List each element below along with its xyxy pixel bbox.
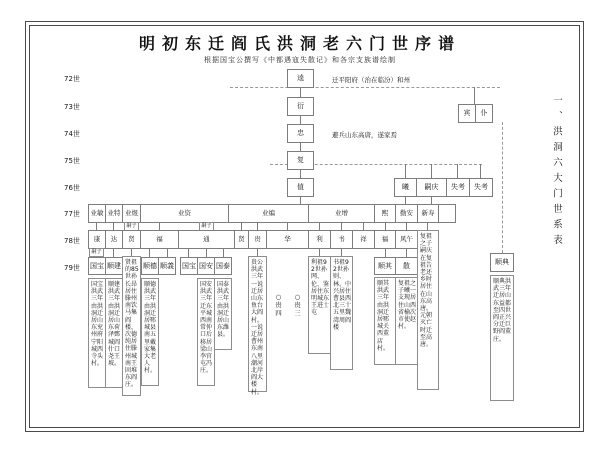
tick-siqing-up <box>431 164 432 178</box>
dashed-line-binpu-down <box>502 122 503 253</box>
gen79-guotai: 国泰 <box>214 257 232 275</box>
gen78-cell: 书 <box>330 230 353 249</box>
dashed-line-gen72 <box>230 87 500 88</box>
side-vertical-label: 一、洪洞六大门世系表 <box>551 95 562 250</box>
gen79-shunqi: 顺其 <box>374 257 396 275</box>
text-shunjian: 顺建洪武三年由洪洞迁居山东荷泽鄄城阎什口尧王坡。 <box>105 278 123 388</box>
tick <box>96 222 97 230</box>
text-xianzu: 贤祖的85世孙长昂居住滕州南饮马集阎楼，次德纯居住滕州城南王固堆东阎庄。 <box>122 256 141 396</box>
gen77-cell: 业敏 <box>88 204 106 223</box>
gen78-cell: 通 <box>178 230 235 249</box>
gen-label-76: 76世 <box>64 184 80 192</box>
gen79-san: 散 <box>395 257 418 275</box>
branch73-conn <box>474 87 475 104</box>
gen78-cell: 祥 <box>352 230 375 249</box>
tick <box>188 248 189 257</box>
gen79-guobao2: 国宝 <box>180 257 198 275</box>
ancestor-gen75: 复 <box>287 151 314 170</box>
tick <box>287 222 288 230</box>
text-san: 复祖之子曦一支现居住山西省榆次市使赵村。 <box>395 277 418 365</box>
tick <box>167 248 168 257</box>
gen77-cell: 勤安 <box>395 204 418 223</box>
gen77-cell: 熙 <box>374 204 396 223</box>
gen76-xi: 曦 <box>394 178 417 197</box>
tick <box>149 248 150 257</box>
gen78-cell: 贤 <box>122 230 141 249</box>
tick-shikao2-up <box>480 164 481 178</box>
chain-conn-73-74 <box>300 115 301 124</box>
tick <box>406 248 407 257</box>
gen-label-72: 72世 <box>64 75 80 83</box>
gen78-cell: 风午 <box>395 230 418 249</box>
heir-mark: 嗣子 <box>89 248 104 257</box>
gen77-cell: 业特 <box>105 204 123 223</box>
ancestor-gen74: 忠 <box>287 124 314 143</box>
page-subtitle: 根据国宝公撰写《中都遇寇失散记》和各宗支族谱绘制 <box>204 56 396 64</box>
tick <box>131 248 132 256</box>
gen77-cell: 业编 <box>228 204 309 223</box>
ancestor-gen74-note: 避兵山东高唐，遂家焉 <box>332 131 397 139</box>
tick-siqing-down <box>431 196 432 204</box>
gen77-cell: 业资 <box>140 204 229 223</box>
gen78-cell: 利 <box>308 230 331 249</box>
gen78-cell: 华 <box>266 230 309 249</box>
gen-label-78: 78世 <box>64 237 80 245</box>
gen79-guobao1: 国宝 <box>88 257 106 275</box>
tick <box>159 222 160 230</box>
gen76-shikao1: 失考 <box>446 178 470 197</box>
gen-label-75: 75世 <box>64 157 80 165</box>
gen77-cell: 业增 <box>308 204 375 223</box>
tick-shikao1-up <box>457 164 458 178</box>
gen77-cell: 新寿 <box>417 204 439 223</box>
gen78-cell: 贤 <box>234 230 249 249</box>
tick <box>427 222 428 230</box>
tick <box>113 222 114 230</box>
tick-xi-down <box>405 196 406 204</box>
text-shundian: 顺典洪武三年迁居山东益都至四世阎正兴分迁巨野阎董庄。 <box>490 275 514 401</box>
chain-conn-74-75 <box>300 142 301 151</box>
tick <box>206 248 207 257</box>
tick <box>385 222 386 230</box>
gen-label-79: 79世 <box>64 264 80 272</box>
gen79-shunjian: 顺建 <box>105 257 123 275</box>
tick <box>241 222 242 230</box>
tick <box>363 222 364 230</box>
gen-label-77: 77世 <box>64 210 80 218</box>
heir-mark: 嗣子 <box>124 222 139 231</box>
tick <box>341 222 342 230</box>
text-guobao1: 国宝洪武三年由洪洞迁居山东兖州府宁阳城西寺头村。 <box>88 278 106 388</box>
gen-label-73: 73世 <box>64 103 80 111</box>
gen79-shunde: 顺德 <box>141 257 159 275</box>
tick <box>319 248 320 256</box>
ancestor-gen72: 逵 <box>287 69 314 88</box>
text-guigong: 贵公洪武三年一说迁居山东鱼台大阎村。一说迁居曹州东南八里潮河北岸阎大楼村。 <box>248 256 267 392</box>
text-shuzu: 书祖92世孙则、林、中兴居住曹县西北三十五里魏湾周阎楼 <box>330 256 353 370</box>
tick <box>385 248 386 257</box>
ancestor-gen76: 值 <box>287 178 314 197</box>
gen77-cell-empty <box>438 204 456 223</box>
text-shunqi: 顺其洪武三年由洪洞迁居郓城关西董店村。 <box>374 277 396 365</box>
gen76-siqing: 嗣庆 <box>416 178 447 197</box>
tick <box>319 222 320 230</box>
branch73-bin: 宾 <box>458 104 476 123</box>
tick-xi-up <box>405 164 406 178</box>
text-guotai: 国泰洪武三年由洪洞迁居山东潍县。 <box>214 278 232 350</box>
text-siqing-branch: 复祖之子嗣庆在复祖告老还乡时居住在山东高唐，元朝灭亡时迁至高唐。 <box>417 230 439 390</box>
circle-son-4: ○贵四 <box>275 293 282 317</box>
tick <box>223 248 224 257</box>
gen79-shundian: 顺典 <box>490 253 514 272</box>
text-lizu: 利祖92世孙网、伦、鉴居住东明城东王进士屯 <box>308 256 331 354</box>
chain-conn-72-73 <box>300 87 301 97</box>
gen78-cell: 康 <box>88 230 106 249</box>
gen79-shunyi: 顺義 <box>158 257 176 275</box>
chain-conn-75-76 <box>300 169 301 178</box>
circle-son-3: ○贵三 <box>294 293 301 317</box>
gen78-cell: 达 <box>105 230 123 249</box>
page-title: 明初东迁阎氏洪洞老六门世序谱 <box>138 34 461 53</box>
tick <box>341 248 342 256</box>
gen78-cell: 福 <box>374 230 396 249</box>
gen78-cell: 贵 <box>248 230 267 249</box>
gen78-cell: 福 <box>140 230 179 249</box>
gen-label-74: 74世 <box>64 130 80 138</box>
gen76-shikao2: 失考 <box>469 178 493 197</box>
branch73-pu: 仆 <box>475 104 493 123</box>
tick <box>406 222 407 230</box>
heir-mark: 嗣子 <box>199 222 214 231</box>
text-shunde: 顺德洪武三年由洪洞迁居郓城县南五里戴家集大老人村。 <box>141 278 159 386</box>
tick <box>257 248 258 256</box>
gen79-guoan: 国安 <box>197 257 215 275</box>
gen77-cell: 业煜 <box>122 204 141 223</box>
tick <box>257 222 258 230</box>
text-guoan: 国安洪武三年迁东平城西南常仲口后移居梁山李官屯冯庄。 <box>197 278 215 386</box>
ancestor-gen72-note: 迁平阳府（治在临汾）和州 <box>332 76 410 84</box>
tick <box>113 248 114 257</box>
ancestor-gen73: 衍 <box>287 97 314 116</box>
